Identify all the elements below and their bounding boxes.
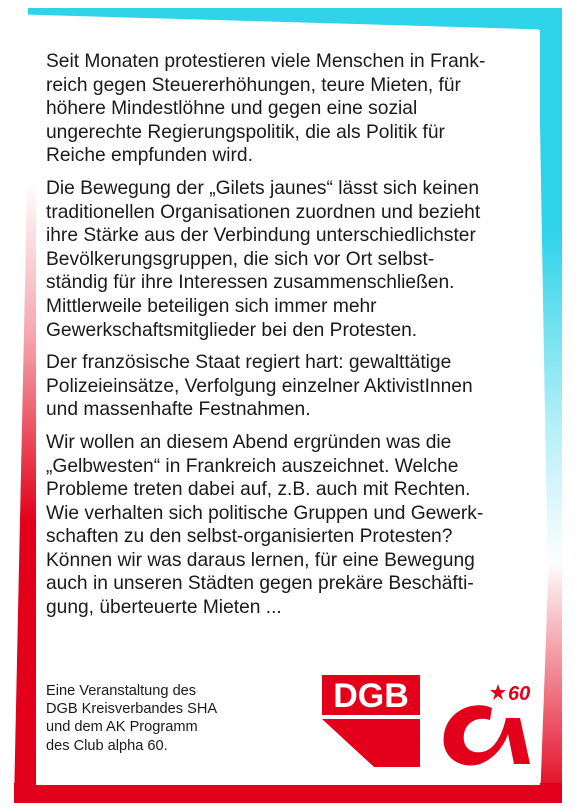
text-line: „Gelbwesten“ in Frankreich auszeichnet. Welche [46, 455, 459, 477]
text-line: ungerechte Regierungspolitik, die als Politik für [46, 121, 445, 143]
alpha-60-logo [434, 678, 534, 774]
organizer-line: und dem AK Programm [46, 719, 198, 736]
paragraph-2 [46, 177, 536, 342]
text-line: schaften zu den selbst-organisierten Protesten? [46, 526, 453, 548]
text-line: ihre Stärke aus der Verbindung unterschiedlichster [46, 225, 476, 247]
text-line: Probleme treten dabei auf, z.B. auch mit Rechten. [46, 479, 471, 501]
body-text [46, 50, 536, 629]
text-line: Reiche empfunden wird. [46, 145, 253, 167]
organizer-line: DGB Kreisverbandes SHA [46, 701, 218, 718]
content-area [36, 30, 540, 785]
text-line: Die Bewegung der „Gilets jaunes“ lässt sich keinen [46, 177, 480, 199]
text-line: ständig für ihre Interessen zusammenschließen. [46, 272, 455, 294]
alpha-logo-text: 60 [508, 683, 531, 705]
text-line: Seit Monaten protestieren viele Menschen in Frank- [46, 51, 486, 72]
organizer-line: Eine Veranstaltung des [46, 683, 197, 699]
frame-red-bottom [14, 783, 562, 803]
text-line: Können wir was daraus lernen, für eine Bewegung [46, 549, 475, 571]
paragraph-3 [46, 351, 536, 422]
frame-cyan-top [28, 8, 562, 30]
text-line: Wir wollen an diesem Abend ergründen was die [46, 431, 452, 453]
paragraph-1 [46, 50, 536, 168]
text-line: Mittlerweile beteiligen sich immer mehr [46, 295, 377, 317]
organizer-line: des Club alpha 60. [46, 737, 168, 754]
frame-red-left [14, 180, 36, 802]
text-line: gung, überteuerte Mieten ... [46, 597, 282, 619]
text-line: traditionellen Organisationen zuordnen und bezieht [46, 201, 481, 223]
text-line: reich gegen Steuererhöhungen, teure Mieten, für [46, 74, 461, 96]
text-line: Wie verhalten sich politische Gruppen und Gewerk- [46, 502, 484, 524]
dgb-logo [316, 675, 426, 767]
text-line: auch in unseren Städten gegen prekäre Beschäfti- [46, 573, 474, 595]
star-icon [490, 684, 506, 700]
text-line: Polizeieinsätze, Verfolgung einzelner AktivistInnen [46, 375, 473, 397]
text-line: höhere Mindestlöhne und gegen eine sozial [46, 98, 418, 120]
text-line: Der französische Staat regiert hart: gewalttätige [46, 352, 452, 374]
frame-cyan-right [538, 8, 562, 568]
organizer-note [46, 682, 276, 755]
text-line: Bevölkerungsgruppen, die sich vor Ort selbst- [46, 248, 435, 270]
paragraph-4 [46, 431, 536, 620]
frame-red-right [540, 560, 562, 803]
dgb-logo-text: DGB [333, 677, 409, 715]
text-line: und massenhafte Festnahmen. [46, 399, 311, 421]
text-line: Gewerkschaftsmitglieder bei den Protesten. [46, 319, 418, 341]
